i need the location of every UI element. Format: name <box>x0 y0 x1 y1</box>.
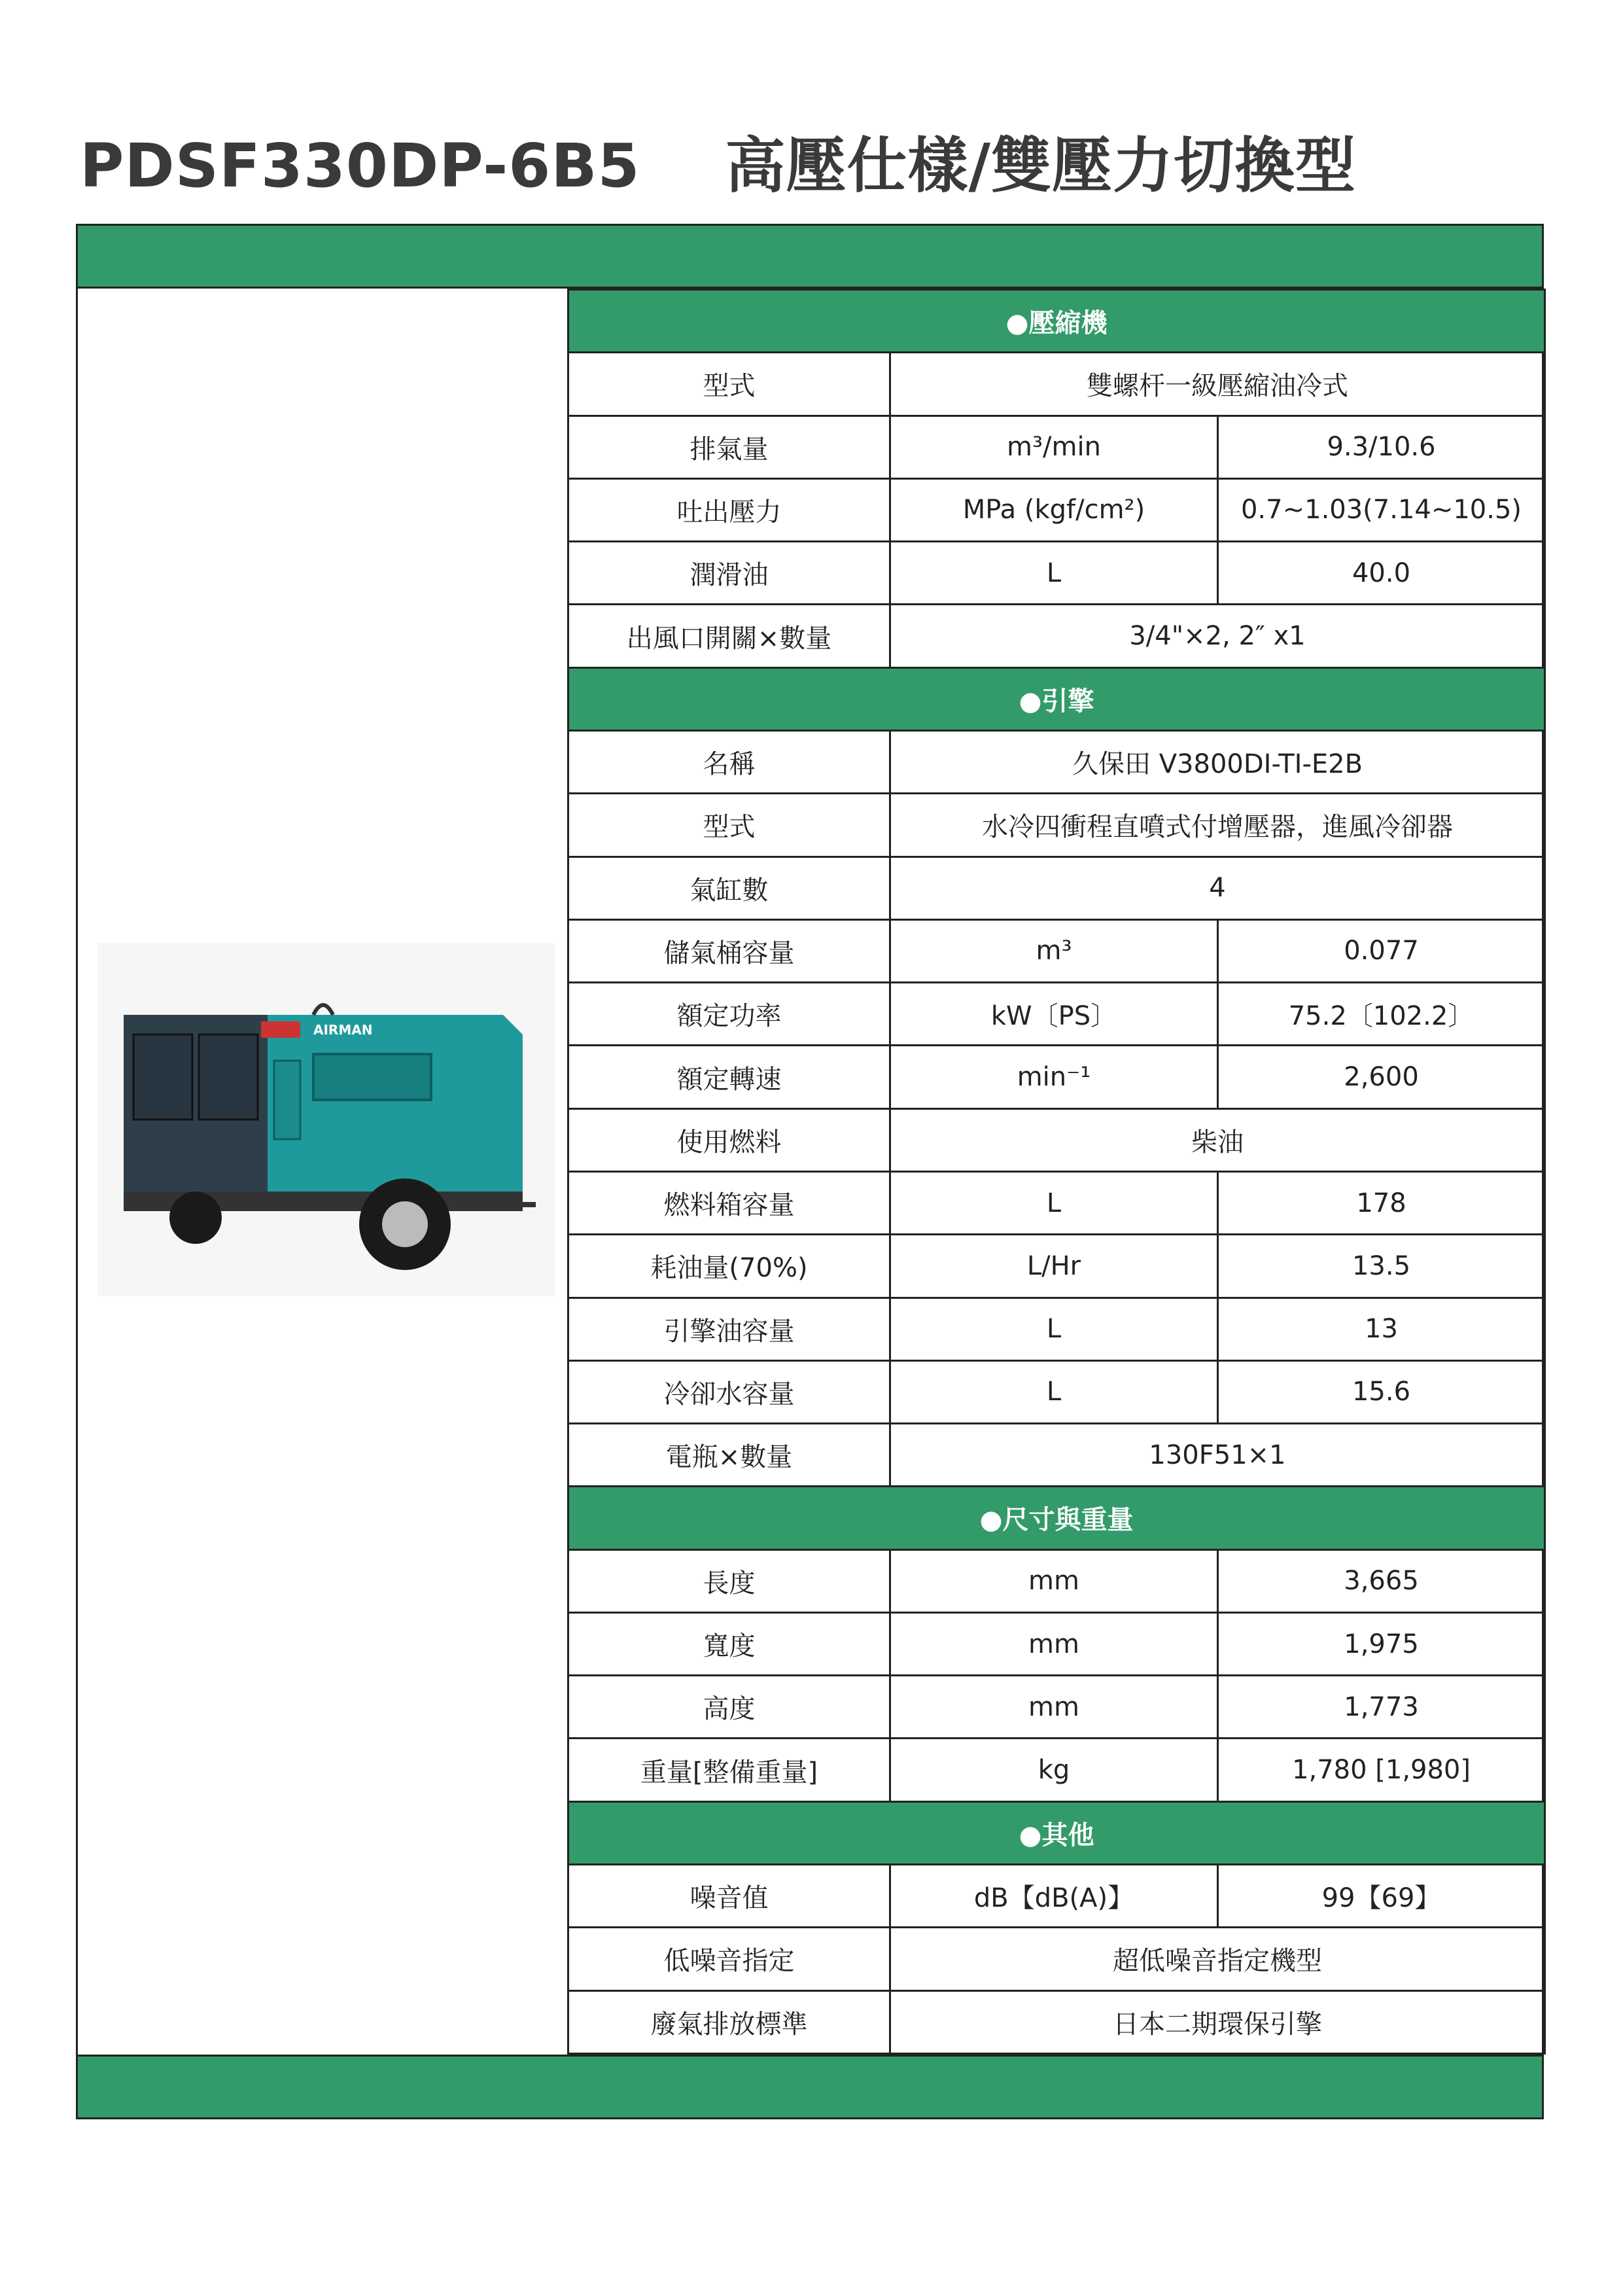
spec-label: 額定轉速 <box>568 1046 890 1108</box>
spec-label: 冷卻水容量 <box>568 1360 890 1423</box>
table-row <box>568 1865 1545 1928</box>
spec-unit: L <box>890 542 1218 605</box>
spec-unit: mm <box>890 1676 1218 1739</box>
spec-label: 出風口開關×數量 <box>568 605 890 667</box>
section-title: ●尺寸與重量 <box>568 1487 1545 1549</box>
table-row <box>568 415 1545 478</box>
table-row <box>568 353 1545 415</box>
spec-value: 13 <box>1218 1298 1545 1360</box>
spec-unit: dB【dB(A)】 <box>890 1865 1218 1928</box>
spec-unit: L/Hr <box>890 1235 1218 1298</box>
table-row <box>568 1549 1545 1612</box>
table-row <box>568 1928 1545 1990</box>
spec-label: 儲氣桶容量 <box>568 919 890 982</box>
table-row <box>568 1739 1545 1801</box>
page-title <box>80 118 1356 204</box>
section-title: ●其他 <box>568 1801 1545 1864</box>
spec-label: 高度 <box>568 1676 890 1739</box>
table-row <box>568 983 1545 1046</box>
spec-label: 重量[整備重量] <box>568 1739 890 1801</box>
table-row <box>568 1298 1545 1360</box>
spec-value: 99【69】 <box>1218 1865 1545 1928</box>
spec-label: 潤滑油 <box>568 542 890 605</box>
spec-label: 吐出壓力 <box>568 478 890 541</box>
spec-value: 水冷四衝程直噴式付增壓器，進風冷卻器 <box>890 794 1545 857</box>
spec-label: 長度 <box>568 1549 890 1612</box>
table-row <box>568 605 1545 667</box>
table-row <box>568 1046 1545 1108</box>
spec-label: 寬度 <box>568 1612 890 1675</box>
spec-label: 使用燃料 <box>568 1108 890 1171</box>
svg-text:AIRMAN: AIRMAN <box>313 1022 373 1038</box>
spec-value: 日本二期環保引擎 <box>890 1990 1545 2053</box>
spec-sheet <box>76 224 1544 2119</box>
spec-label: 額定功率 <box>568 983 890 1046</box>
spec-label: 氣缸數 <box>568 857 890 919</box>
spec-unit: min⁻¹ <box>890 1046 1218 1108</box>
section-title: ●壓縮機 <box>568 290 1545 353</box>
image-column <box>78 289 569 2055</box>
table-row <box>568 794 1545 857</box>
spec-value: 1,780 [1,980] <box>1218 1739 1545 1801</box>
section-title: ●引擎 <box>568 667 1545 730</box>
spec-unit: MPa (kgf/cm²) <box>890 478 1218 541</box>
table-row <box>568 542 1545 605</box>
model-name: PDSF330DP-6B5 <box>80 131 640 201</box>
section-header <box>568 1801 1545 1864</box>
spec-value: 75.2〔102.2〕 <box>1218 983 1545 1046</box>
spec-label: 排氣量 <box>568 415 890 478</box>
table-row <box>568 1424 1545 1487</box>
spec-value: 3,665 <box>1218 1549 1545 1612</box>
section-header <box>568 290 1545 353</box>
spec-value: 9.3/10.6 <box>1218 415 1545 478</box>
spec-value: 40.0 <box>1218 542 1545 605</box>
table-row <box>568 478 1545 541</box>
spec-unit: m³/min <box>890 415 1218 478</box>
spec-value: 1,773 <box>1218 1676 1545 1739</box>
table-row <box>568 1360 1545 1423</box>
spec-value: 0.077 <box>1218 919 1545 982</box>
spec-value: 雙螺杆一級壓縮油冷式 <box>890 353 1545 415</box>
air-compressor-image <box>97 943 555 1296</box>
section-header <box>568 1487 1545 1549</box>
spec-label: 廢氣排放標準 <box>568 1990 890 2053</box>
table-row <box>568 1235 1545 1298</box>
table-row <box>568 1612 1545 1675</box>
table-row <box>568 1171 1545 1234</box>
spec-value: 0.7~1.03(7.14~10.5) <box>1218 478 1545 541</box>
spec-unit: mm <box>890 1612 1218 1675</box>
spec-value: 13.5 <box>1218 1235 1545 1298</box>
spec-label: 耗油量(70%) <box>568 1235 890 1298</box>
spec-unit: L <box>890 1298 1218 1360</box>
spec-value: 久保田 V3800DI-TI-E2B <box>890 730 1545 793</box>
spec-value: 130F51×1 <box>890 1424 1545 1487</box>
spec-label: 低噪音指定 <box>568 1928 890 1990</box>
table-row <box>568 857 1545 919</box>
table-row <box>568 1676 1545 1739</box>
top-band <box>78 226 1542 289</box>
spec-unit: L <box>890 1360 1218 1423</box>
spec-value: 2,600 <box>1218 1046 1545 1108</box>
spec-label: 燃料箱容量 <box>568 1171 890 1234</box>
spec-unit: L <box>890 1171 1218 1234</box>
spec-label: 型式 <box>568 353 890 415</box>
table-row <box>568 730 1545 793</box>
spec-value: 4 <box>890 857 1545 919</box>
spec-value: 3/4"×2, 2″ x1 <box>890 605 1545 667</box>
model-subtitle: 高壓仕樣/雙壓力切換型 <box>725 131 1357 201</box>
spec-unit: kg <box>890 1739 1218 1801</box>
spec-value: 1,975 <box>1218 1612 1545 1675</box>
spec-value: 15.6 <box>1218 1360 1545 1423</box>
bottom-band <box>78 2055 1542 2117</box>
spec-value: 柴油 <box>890 1108 1545 1171</box>
spec-unit: mm <box>890 1549 1218 1612</box>
spec-unit: m³ <box>890 919 1218 982</box>
table-row <box>568 1990 1545 2053</box>
spec-value: 超低噪音指定機型 <box>890 1928 1545 1990</box>
spec-label: 電瓶×數量 <box>568 1424 890 1487</box>
table-row <box>568 1108 1545 1171</box>
section-header <box>568 667 1545 730</box>
spec-label: 噪音值 <box>568 1865 890 1928</box>
spec-label: 名稱 <box>568 730 890 793</box>
spec-value: 178 <box>1218 1171 1545 1234</box>
table-row <box>568 919 1545 982</box>
spec-table <box>567 289 1546 2055</box>
spec-unit: kW〔PS〕 <box>890 983 1218 1046</box>
spec-label: 引擎油容量 <box>568 1298 890 1360</box>
spec-label: 型式 <box>568 794 890 857</box>
